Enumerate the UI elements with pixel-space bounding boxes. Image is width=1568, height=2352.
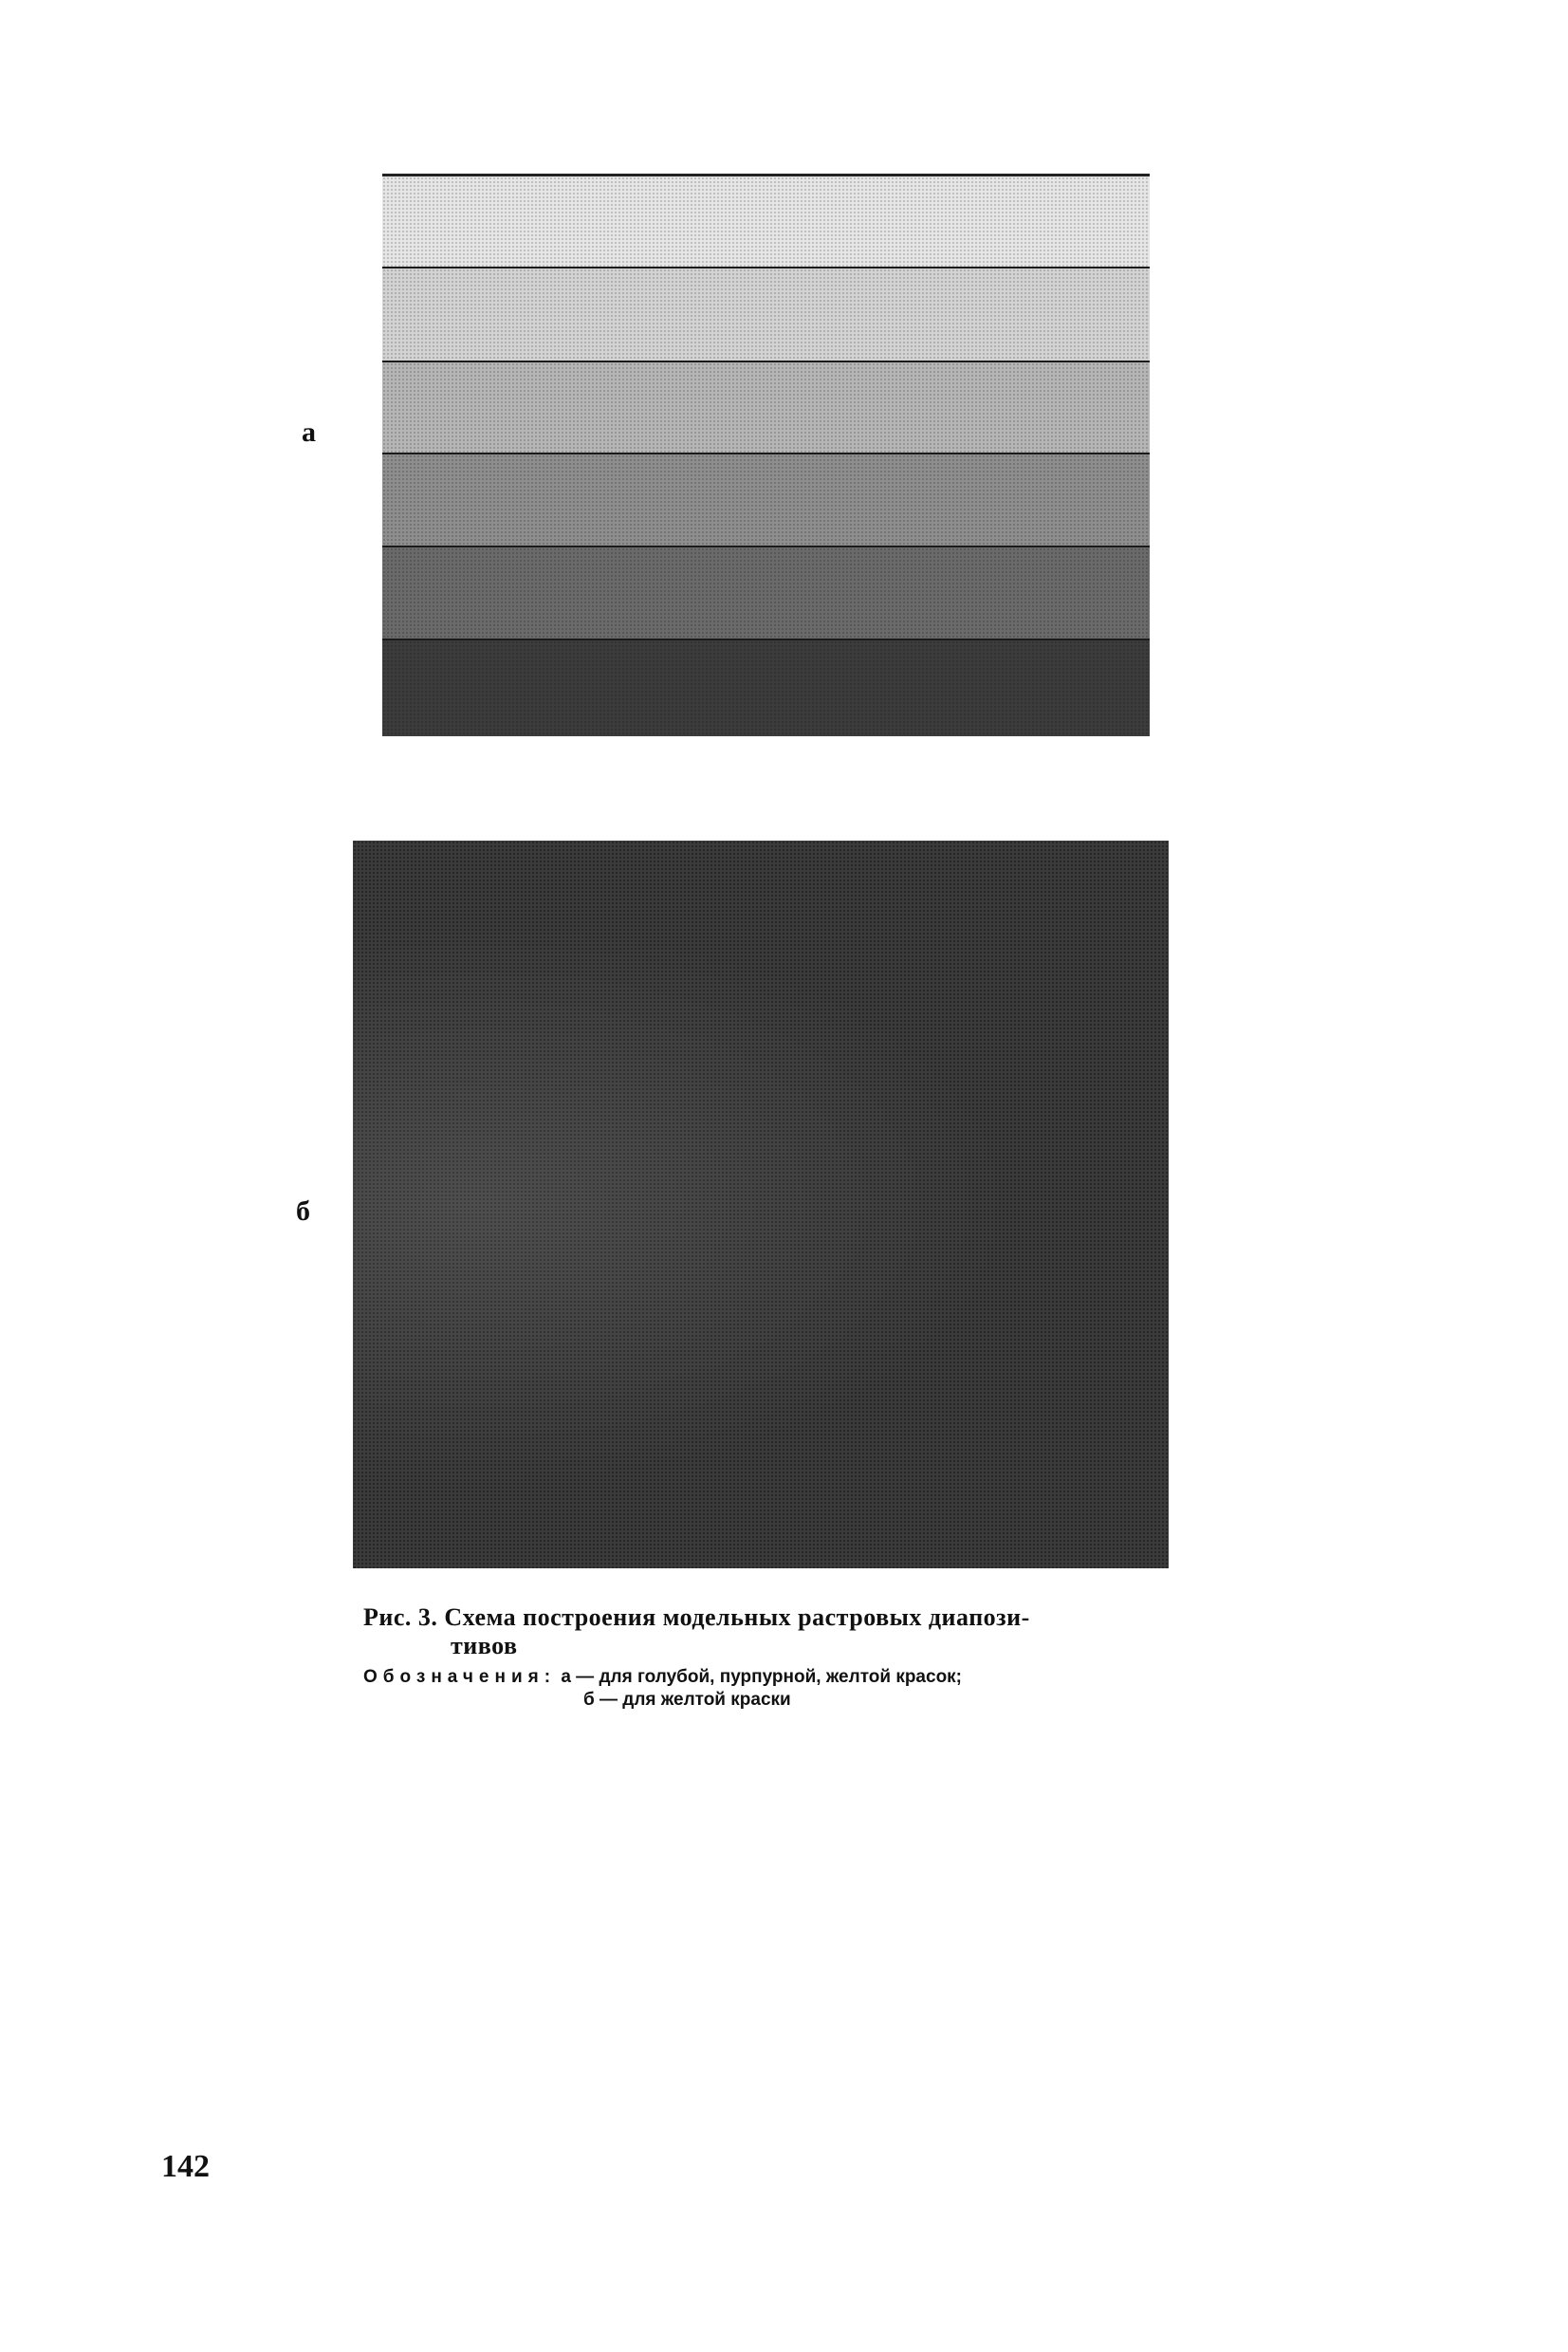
legend-line-1: а — для голубой, пурпурной, желтой красок; xyxy=(556,1667,963,1687)
figure-panel-b xyxy=(353,841,1169,1568)
caption-title xyxy=(363,1603,1179,1660)
legend-line-2: б — для желтой краски xyxy=(583,1690,791,1710)
figure-panel-a-label: а xyxy=(302,417,316,448)
page-number: 142 xyxy=(161,2149,210,2184)
gray-band-2 xyxy=(382,269,1150,362)
gray-band-4 xyxy=(382,454,1150,547)
caption-title-line-2: тивов xyxy=(451,1632,518,1659)
legend-prefix: Обозначения: xyxy=(363,1667,557,1687)
figure-panel-a xyxy=(382,174,1150,736)
caption-title-line-1: Рис. 3. Схема построения модельных растровых диапози- xyxy=(363,1603,1030,1631)
caption-legend xyxy=(363,1666,1179,1712)
figure-panel-b-label: б xyxy=(296,1195,310,1227)
gray-band-6 xyxy=(382,640,1150,736)
gray-band-1 xyxy=(382,176,1150,269)
figure-caption xyxy=(363,1603,1179,1712)
gray-band-3 xyxy=(382,362,1150,454)
gray-band-5 xyxy=(382,547,1150,640)
